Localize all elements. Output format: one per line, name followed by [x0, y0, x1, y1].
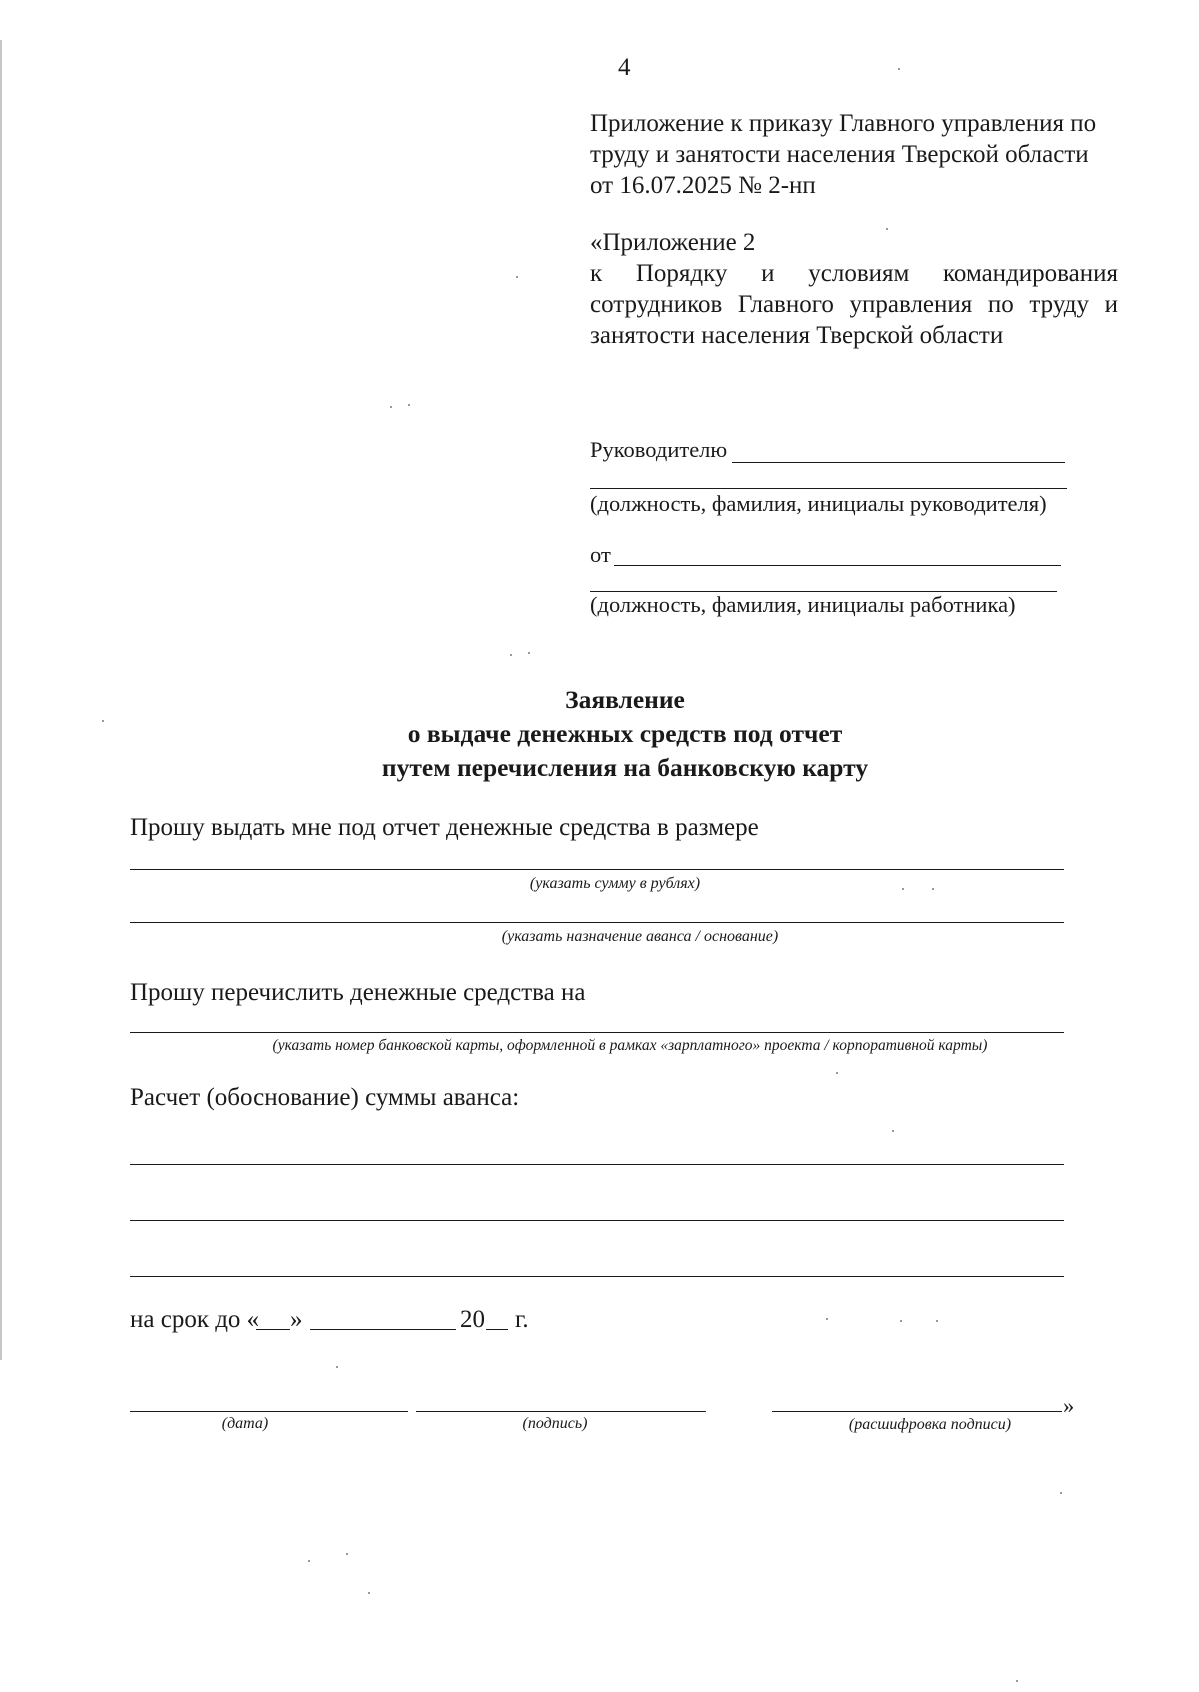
scan-speck: [902, 888, 904, 890]
scan-speck: [936, 1320, 938, 1322]
request-amount-text: Прошу выдать мне под отчет денежные средства в размере: [130, 814, 759, 841]
employee-name-line[interactable]: [614, 565, 1061, 566]
scan-speck: [368, 1592, 370, 1594]
term-quote-close: »: [290, 1306, 303, 1333]
appendix-order-line: от 16.07.2025 № 2-нп: [590, 172, 816, 199]
decoding-caption: (расшифровка подписи): [848, 1416, 1012, 1433]
scan-speck: [826, 1318, 828, 1320]
document-subtitle: о выдаче денежных средств под отчет: [407, 719, 843, 748]
date-field-line[interactable]: [130, 1411, 408, 1412]
scan-speck: [308, 1560, 310, 1562]
scan-speck: [408, 404, 410, 406]
term-year-prefix: 20: [460, 1306, 485, 1333]
appendix-procedure-line: занятости населения Тверской области: [590, 322, 1004, 349]
appendix-procedure-line: сотрудников Главного управления по труду и: [590, 291, 1118, 318]
scan-speck: [900, 1320, 902, 1322]
appendix-order-line: труду и занятости населения Тверской области: [590, 141, 1089, 168]
amount-field-line[interactable]: [130, 869, 1064, 870]
calculation-line-2[interactable]: [130, 1220, 1064, 1221]
decoding-field-line[interactable]: [772, 1411, 1062, 1412]
scan-speck: [390, 406, 392, 408]
card-caption: (указать номер банковской карты, оформленной в рамках «зарплатного» проекта / корпоративной карты): [272, 1037, 988, 1054]
page-number: 4: [618, 54, 631, 81]
appendix-order-block: [590, 108, 1118, 201]
appendix-procedure-line: «Приложение 2: [590, 229, 756, 256]
scan-speck: [892, 1130, 894, 1132]
employee-caption: (должность, фамилия, инициалы работника): [590, 592, 1016, 617]
date-caption: (дата): [221, 1415, 269, 1432]
scan-speck: [516, 276, 518, 278]
purpose-caption: (указать назначение аванса / основание): [501, 928, 779, 945]
signature-field-line[interactable]: [416, 1411, 706, 1412]
scan-speck: [886, 228, 888, 230]
document-subtitle: путем перечисления на банковскую карту: [381, 753, 869, 782]
scan-speck: [346, 1553, 348, 1555]
term-prefix: на срок до «: [130, 1306, 260, 1333]
head-caption: (должность, фамилия, инициалы руководителя): [590, 491, 1047, 516]
scan-speck: [1060, 1492, 1062, 1494]
request-transfer-text: Прошу перечислить денежные средства на: [130, 979, 586, 1006]
term-month-field[interactable]: [310, 1329, 456, 1330]
appendix-procedure-block: [590, 227, 1118, 351]
appendix-procedure-line: к Порядку и условиям командирования: [590, 260, 1118, 287]
scan-speck: [510, 654, 512, 656]
signature-caption: (подпись): [522, 1415, 588, 1432]
amount-caption: (указать сумму в рублях): [529, 875, 701, 892]
from-label: от: [590, 542, 611, 567]
head-name-line[interactable]: [732, 462, 1065, 463]
closing-quote: »: [1063, 1393, 1075, 1418]
term-year-suffix: г.: [515, 1306, 529, 1333]
scan-speck: [102, 720, 104, 722]
scan-speck: [836, 1072, 838, 1074]
document-title: Заявление: [565, 685, 685, 714]
appendix-order-line: Приложение к приказу Главного управления по: [590, 110, 1097, 137]
scan-speck: [932, 888, 934, 890]
scan-speck: [898, 68, 900, 70]
scan-speck: [528, 652, 530, 654]
purpose-field-line[interactable]: [130, 922, 1064, 923]
calculation-label: Расчет (обоснование) суммы аванса:: [130, 1084, 520, 1111]
calculation-line-3[interactable]: [130, 1276, 1064, 1277]
scan-speck: [1016, 1680, 1018, 1682]
card-field-line[interactable]: [130, 1032, 1064, 1033]
scan-speck: [336, 1366, 338, 1368]
head-label: Руководителю: [590, 437, 728, 462]
calculation-line-1[interactable]: [130, 1164, 1064, 1165]
head-name-line-2[interactable]: [590, 488, 1067, 489]
term-day-field[interactable]: [256, 1329, 290, 1330]
term-year-field[interactable]: [486, 1329, 508, 1330]
